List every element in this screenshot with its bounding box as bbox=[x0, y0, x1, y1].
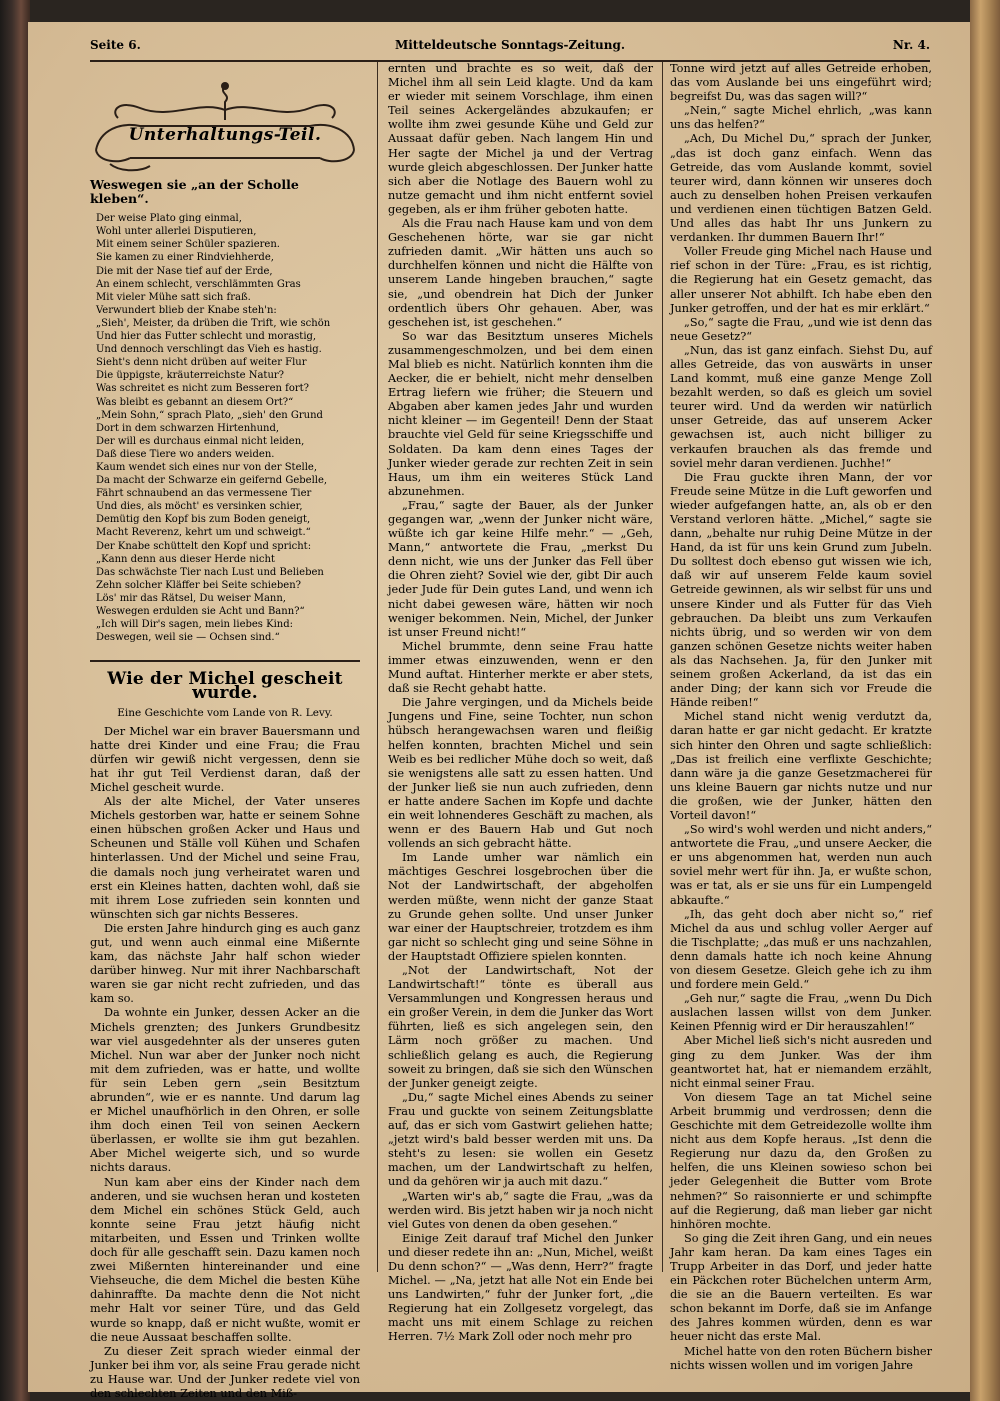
poem-line: Und hier das Futter schlecht und morastig, bbox=[96, 331, 317, 343]
story-paragraph: Voller Freude ging Michel nach Hause und rief schon in der Türe: „Frau, es ist richtig, die Regierung hat ein Gesetz gemacht, das aller unserer Not abhilft. Ich habe eben den Junker getroffen, und der hat es mir erklärt.“ bbox=[670, 245, 932, 315]
poem-line: Sieht's denn nicht drüben auf weiter Flur bbox=[96, 357, 307, 369]
poem-line: Fährt schnaubend an das vermessene Tier bbox=[96, 488, 312, 500]
poem-line: Die üppigste, kräuterreichste Natur? bbox=[96, 370, 285, 382]
poem-line: Der weise Plato ging einmal, bbox=[96, 213, 242, 225]
issue-number: Nr. 4. bbox=[892, 38, 930, 52]
story-paragraph: „Geh nur,“ sagte die Frau, „wenn Du Dich auslachen lassen willst von dem Junker. Keinen Pfennig wird er Dir herauszahlen!“ bbox=[670, 992, 932, 1034]
story-paragraph: Als der alte Michel, der Vater unseres Michels gestorben war, hatte er seinem Sohne einen hübschen großen Acker und Haus und Scheunen und Ställe voll Kühen und Schafen hinterlassen. Und der Michel und seine Frau, die damals noch jung verheiratet waren und erst ein Kleines hatten, dachten wohl, daß sie mit ihrem Lose zufrieden sein konnten und wünschten sich gar nichts Besseres. bbox=[90, 795, 360, 921]
poem-line: Mit einem seiner Schüler spazieren. bbox=[96, 239, 280, 251]
story-paragraph: „Not der Landwirtschaft, Not der Landwirtschaft!“ tönte es überall aus Versammlungen und Kongressen heraus und ein großer Verein, in dem die Junker das Wort führten, ließ es sich angelegen sein, den Lärm noch größer zu machen. Und schließlich gelang es auch, die Regierung soweit zu bringen, daß sie sich den Wünschen der Junker geneigt zeigte. bbox=[388, 964, 653, 1090]
story-paragraph: „Ih, das geht doch aber nicht so,“ rief Michel da aus und schlug voller Aerger auf die Tischplatte; „das muß er uns nachzahlen, denn damals hatte ich noch keine Ahnung von diesem Gesetze. Gleich gehe ich zu ihm und fordere mein Geld.“ bbox=[670, 907, 932, 992]
poem-line: „Mein Sohn,“ sprach Plato, „sieh' den Grund bbox=[96, 409, 323, 421]
poem-line: „Kann denn aus dieser Herde nicht bbox=[96, 553, 275, 565]
story-paragraph: Nun kam aber eins der Kinder nach dem anderen, und sie wuchsen heran und kosteten dem Michel ein schönes Stück Geld, auch konnte seine Frau jetzt häufig nicht mitarbeiten, und Essen und Trinken wollte doch für alle geschafft sein. Dazu kamen noch zwei Mißernten hintereinander und eine Viehseuche, die dem Michel die besten Kühe dahinraffte. Da machte denn die Not nicht mehr Halt vor seiner Türe, und das Geld wurde so knapp, daß er nicht wußte, womit er die neue Aussaat beschaffen sollte. bbox=[90, 1175, 360, 1344]
column-3 bbox=[670, 62, 932, 1373]
story-paragraph: Die Jahre vergingen, und da Michels beide Jungens und Fine, seine Tochter, nun schon hübsch herangewachsen waren und fleißig helfen konnten, brachten Michel und sein Weib es bei redlicher Mühe doch so weit, daß sie wenigstens alle satt zu essen hatten. Und der Junker ließ sie nun auch zufrieden, denn er hatte andere Sachen im Kopfe und dachte ein weit lohnenderes Geschäft zu machen, als wenn er des Bauern Hab und Gut noch vollends an sich gebracht hätte. bbox=[388, 696, 653, 851]
story-paragraph: „So,“ sagte die Frau, „und wie ist denn das neue Gesetz?“ bbox=[670, 315, 932, 343]
story-title: Wie der Michel gescheit wurde. bbox=[90, 660, 360, 700]
story-paragraph: „Ach, Du Michel Du,“ sprach der Junker, „das ist doch ganz einfach. Wenn das Getreide, das vom Auslande kommt, soviel teurer wird, dann können wir unseres doch auch zu denselben hohen Preisen verkaufen und verdienen einen tüchtigen Batzen Geld. Und alles das habt Ihr uns Junkern zu verdanken. Ihr dummen Bauern Ihr!“ bbox=[670, 132, 932, 245]
story-paragraph: ernten und brachte es so weit, daß der Michel ihm all sein Leid klagte. Und da kam er wieder mit seinem Vorschlage, ihm einen Teil seines Ackergeländes abzukaufen; er wollte ihm zwei gesunde Kühe und Geld zur Aussaat dafür geben. Nach langem Hin und Her sagte der Michel ja und der Vertrag wurde gleich abgeschlossen. Der Junker hatte sich aber die Notlage des Bauern wohl zu nutze gemacht und ihm nicht entfernt soviel gegeben, als er ihm früher geboten hatte. bbox=[388, 62, 653, 216]
poem bbox=[90, 212, 360, 644]
story-paragraph: Zu dieser Zeit sprach wieder einmal der Junker bei ihm vor, als seine Frau gerade nicht zu Hause war. Und der Junker redete viel von den schlechten Zeiten und den Miß- bbox=[90, 1344, 360, 1400]
story-paragraph: „So wird's wohl werden und nicht anders,“ antwortete die Frau, „und unsere Aecker, die er uns abgenommen hat, werden nun auch soviel mehr wert für ihn. Ja, er wußte schon, was er tat, als er sie uns für ein Lumpengeld abkaufte.“ bbox=[670, 823, 932, 907]
newspaper-title: Mitteldeutsche Sonntags-Zeitung. bbox=[394, 38, 626, 52]
poem-line: Zehn solcher Kläffer bei Seite schieben? bbox=[96, 579, 301, 591]
poem-line: Die mit der Nase tief auf der Erde, bbox=[96, 265, 273, 277]
story-paragraph: „Nun, das ist ganz einfach. Siehst Du, auf alles Getreide, das von auswärts in unser Land kommt, muß eine ganze Menge Zoll bezahlt werden, so daß es gleich um soviel teurer wird. Und da werden wir natürlich unser Getreide, das auf unserem Acker gewachsen ist, auch nicht billiger zu verkaufen brauchen als das fremde und soviel mehr daran verdienen. Juchhe!“ bbox=[670, 343, 932, 470]
story-paragraph: Von diesem Tage an tat Michel seine Arbeit brummig und verdrossen; denn die Geschichte mit dem Getreidezolle wollte ihm nicht aus dem Kopfe heraus. „Ist denn die Regierung nur dazu da, den Großen zu helfen, die uns Kleinen sowieso schon bei jeder Gelegenheit die Butter vom Brote nehmen?“ So raisonnierte er und schimpfte auf die Regierung, daß man lieber gar nicht hinhören mochte. bbox=[670, 1090, 932, 1231]
poem-line: Was schreitet es nicht zum Besseren fort? bbox=[96, 383, 310, 395]
poem-line: Und dies, als möcht' es versinken schier, bbox=[96, 501, 303, 513]
poem-line: Da macht der Schwarze ein geifernd Gebelle, bbox=[96, 475, 328, 487]
story-paragraph: So war das Besitztum unseres Michels zusammengeschmolzen, und bei dem einen Mal blieb es nicht. Natürlich konnten ihm die Aecker, die er behielt, nicht mehr denselben Ertrag liefern wie früher; die Steuern und Abgaben aber kamen jedes Jahr und wurden nicht kleiner — im Gegenteil! Denn der Staat brauchte viel Geld für seine Kriegsschiffe und Soldaten. Da kam denn eines Tages der Junker wieder gerade zur rechten Zeit in sein Haus, um ihm ein weiteres Stück Land abzunehmen. bbox=[388, 329, 653, 498]
story-paragraph: So ging die Zeit ihren Gang, und ein neues Jahr kam heran. Da kam eines Tages ein Trupp Arbeiter in das Dorf, und jeder hatte ein Päckchen roter Büchelchen unterm Arm, die sie an die Bauern verteilten. Es war schon bekannt im Dorfe, daß sie im Anfange des Jahres kommen würden, denn es war heuer nicht das erste Mal. bbox=[670, 1231, 932, 1344]
page-header bbox=[90, 36, 930, 62]
poem-line: Macht Reverenz, kehrt um und schweigt.“ bbox=[96, 527, 311, 539]
story-paragraph: „Warten wir's ab,“ sagte die Frau, „was da werden wird. Bis jetzt haben wir ja noch nicht viel Gutes von denen da oben gesehen.“ bbox=[388, 1189, 653, 1231]
poem-line: Demütig den Kopf bis zum Boden geneigt, bbox=[96, 514, 311, 526]
poem-line: Der Knabe schüttelt den Kopf und spricht: bbox=[96, 540, 312, 552]
poem-line: Deswegen, weil sie — Ochsen sind.“ bbox=[96, 632, 280, 644]
poem-line: Dort in dem schwarzen Hirtenhund, bbox=[96, 422, 280, 434]
story-paragraph: Im Lande umher war nämlich ein mächtiges Geschrei losgebrochen über die Not der Landwirtschaft, der abgeholfen werden müßte, wenn nicht der ganze Staat zu Grunde gehen sollte. Und unser Junker war einer der Hauptschreier, trotzdem es ihm gar nicht so schlecht ging und seine Söhne in der Hauptstadt Offiziere spielen konnten. bbox=[388, 851, 653, 963]
poem-line: An einem schlecht, verschlämmten Gras bbox=[96, 278, 301, 290]
story-paragraph: „Du,“ sagte Michel eines Abends zu seiner Frau und guckte von seinem Zeitungsblatte auf, das er sich vom Gastwirt geliehen hatte; „jetzt wird's bald besser werden mit uns. Da steht's zu lesen: sie wollen ein Gesetz machen, um der Landwirtschaft zu helfen, und da gehören wir ja auch mit dazu.“ bbox=[388, 1090, 653, 1189]
story-column-1 bbox=[90, 725, 360, 1401]
story-paragraph: Da wohnte ein Junker, dessen Acker an die Michels grenzten; des Junkers Grundbesitz war viel ausgedehnter als der unseres guten Michel. Nun war aber der Junker noch nicht mit dem zufrieden, was er hatte, und wollte für sein Leben gern „sein Besitztum abrunden“, wie er es nannte. Und darum lag er Michel unaufhörlich in den Ohren, er solle ihm doch einen Teil von seinen Aeckern überlassen, er wollte sie ihm gut bezahlen. Aber Michel weigerte sich, und so wurde nichts daraus. bbox=[90, 1006, 360, 1175]
poem-line: Und dennoch verschlingt das Vieh es hastig. bbox=[96, 344, 322, 356]
story-paragraph: Michel stand nicht wenig verdutzt da, daran hatte er gar nicht gedacht. Er kratzte sich hinter den Ohren und sagte schließlich: „Das ist freilich eine verflixte Geschichte; dann wäre ja die ganze Gesetzmacherei für uns kleine Bauern gar nichts nutze und nur die großen, wie der Junker, hätten den Vorteil davon!“ bbox=[670, 710, 932, 822]
poem-line: „Sieh', Meister, da drüben die Trift, wie schön bbox=[96, 317, 331, 329]
story-paragraph: Die ersten Jahre hindurch ging es auch ganz gut, und wenn auch einmal eine Mißernte kam, das nächste Jahr half schon wieder darüber hinweg. Nur mit ihrer Nachbarschaft waren sie gar nicht recht zufrieden, und das kam so. bbox=[90, 921, 360, 1006]
section-ornament bbox=[90, 80, 360, 174]
book-binding-right bbox=[970, 0, 1000, 1401]
story-paragraph: Die Frau guckte ihren Mann, der vor Freude seine Mütze in die Luft geworfen und wieder aufgefangen hatte, an, als ob er den Verstand verloren hätte. „Michel,“ sagte sie dann, „behalte nur ruhig Deine Mütze in der Hand, da ist für uns kein Grund zum Jubeln. Du solltest doch ebenso gut wissen wie ich, daß wir auf unserem Felde kaum soviel Getreide gewinnen, als wir selbst für uns und unsere Kinder und als Futter für das Vieh gebrauchen. Da bleibt uns zum Verkaufen nichts übrig, und so werden wir von dem ganzen schönen Gesetze nichts weiter haben als das Nachsehen. Ja, für den Junker mit seinem großen Ackerland, da ist das ein ander Ding; der kann sich vor Freude die Hände reiben!“ bbox=[670, 470, 932, 710]
story-paragraph: Tonne wird jetzt auf alles Getreide erhoben, das vom Auslande bei uns eingeführt wird; begreifst Du, was das sagen will?“ bbox=[670, 62, 932, 104]
poem-line: Lös' mir das Rätsel, Du weiser Mann, bbox=[96, 592, 286, 604]
story-paragraph: „Frau,“ sagte der Bauer, als der Junker gegangen war, „wenn der Junker nicht wäre, wüßte ich gar keine Hilfe mehr.“ — „Geh, Mann,“ antwortete die Frau, „merkst Du denn nicht, wie uns der Junker das Fell über die Ohren zieht? Soviel wie der, gibt Dir auch jeder Jude für Dein gutes Land, und wenn ich nicht dabei gewesen wäre, hätten wir noch weniger bekommen. Nein, Michel, der Junker ist unser Freund nicht!“ bbox=[388, 498, 653, 639]
poem-line: Weswegen erdulden sie Acht und Bann?“ bbox=[96, 606, 305, 617]
section-title: Unterhaltungs-Teil. bbox=[128, 125, 322, 145]
story-paragraph: „Nein,“ sagte Michel ehrlich, „was kann uns das helfen?“ bbox=[670, 104, 932, 132]
book-binding-left bbox=[0, 0, 30, 1401]
poem-line: Verwundert blieb der Knabe steh'n: bbox=[96, 304, 277, 316]
poem-line: Daß diese Tiere wo anders weiden. bbox=[96, 448, 275, 460]
poem-line: „Ich will Dir's sagen, mein liebes Kind: bbox=[96, 619, 293, 631]
poem-line: Was bleibt es gebannt an diesem Ort?“ bbox=[96, 396, 294, 408]
story-byline: Eine Geschichte vom Lande von R. Levy. bbox=[117, 707, 333, 720]
poem-title: Weswegen sie „an der Scholle kleben“. bbox=[90, 177, 299, 207]
poem-line: Wohl unter allerlei Disputieren, bbox=[96, 226, 257, 238]
story-paragraph: Einige Zeit darauf traf Michel den Junker und dieser redete ihn an: „Nun, Michel, weißt Du denn schon?“ — „Was denn, Herr?“ fragte Michel. — „Na, jetzt hat alle Not ein Ende bei uns Landwirten,“ fuhr der Junker fort, „die Regierung hat ein Zollgesetz vorgelegt, das macht uns mit einem Schlage zu reichen Herren. 7½ Mark Zoll oder noch mehr pro bbox=[388, 1231, 653, 1344]
column-rule-1 bbox=[377, 62, 378, 1272]
column-2 bbox=[388, 62, 653, 1345]
column-1 bbox=[90, 62, 360, 1401]
poem-line: Der will es durchaus einmal nicht leiden, bbox=[96, 435, 305, 447]
poem-line: Kaum wendet sich eines nur von der Stelle, bbox=[96, 461, 317, 473]
story-paragraph: Michel hatte von den roten Büchern bisher nichts wissen wollen und im vorigen Jahre bbox=[670, 1344, 932, 1372]
page-number: Seite 6. bbox=[90, 38, 141, 52]
story-paragraph: Aber Michel ließ sich's nicht ausreden und ging zu dem Junker. Was der ihm geantwortet hat, hat er niemandem erzählt, nicht einmal seiner Frau. bbox=[670, 1034, 932, 1090]
story-paragraph: Michel brummte, denn seine Frau hatte immer etwas einzuwenden, wenn er den Mund auftat. Hinterher merkte er aber stets, daß sie Recht gehabt hatte. bbox=[388, 639, 653, 696]
column-rule-2 bbox=[662, 62, 663, 1272]
poem-line: Sie kamen zu einer Rindviehherde, bbox=[96, 252, 274, 264]
story-paragraph: Als die Frau nach Hause kam und von dem Geschehenen hörte, war sie gar nicht zufrieden damit. „Wir hätten uns auch so durchhelfen können und nicht die Hälfte von unserem Lande hingeben brauchen,“ sagte sie, „und obendrein hat Dich der Junker ordentlich übers Ohr gehauen. Aber, was geschehen ist, ist geschehen.“ bbox=[388, 217, 653, 329]
poem-line: Mit vieler Mühe satt sich fraß. bbox=[96, 291, 251, 303]
poem-line: Das schwächste Tier nach Lust und Belieben bbox=[96, 566, 324, 578]
story-paragraph: Der Michel war ein braver Bauersmann und hatte drei Kinder und eine Frau; die Frau dürfen wir gewiß nicht vergessen, denn sie hat ihr gut Teil Verdienst daran, daß der Michel gescheit wurde. bbox=[90, 724, 360, 794]
